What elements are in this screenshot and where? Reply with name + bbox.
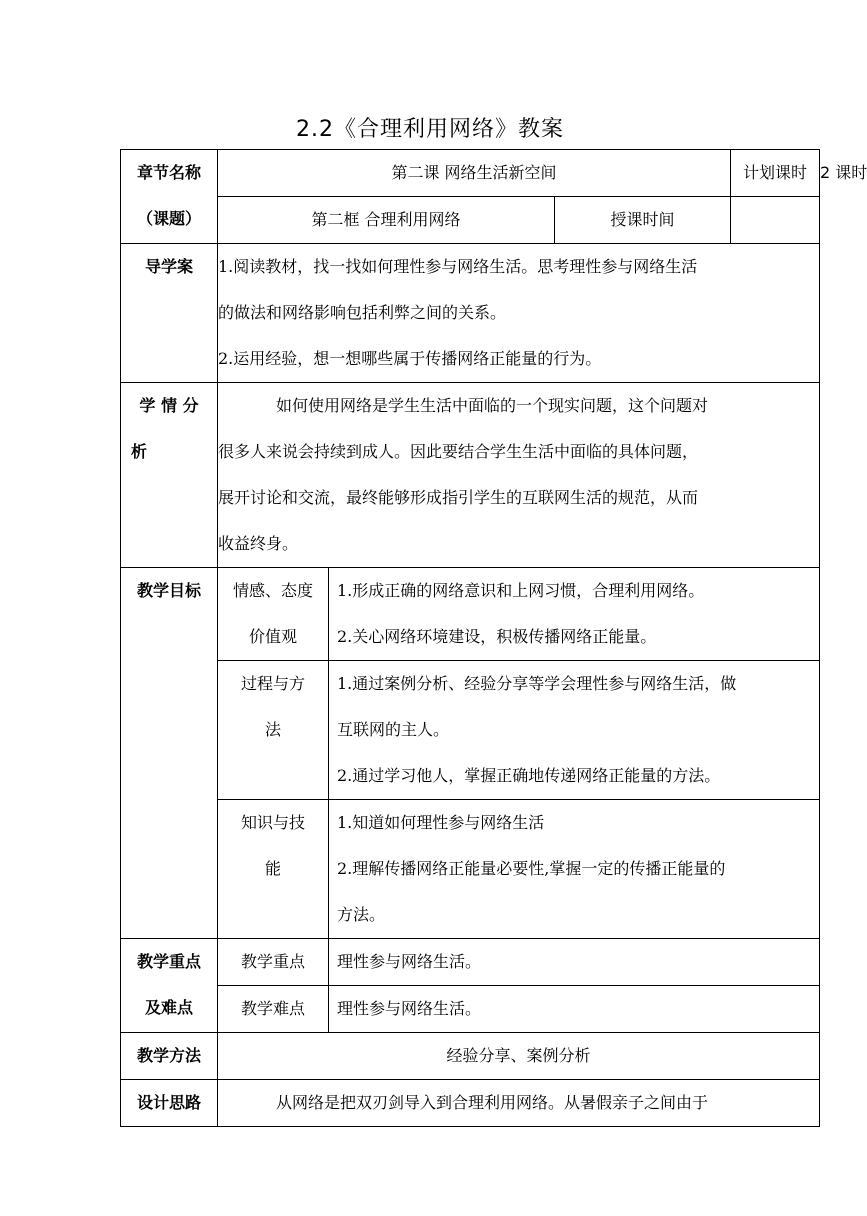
- method-value: 经验分享、案例分析: [446, 1046, 591, 1065]
- goals-emotion-row: [121, 568, 820, 661]
- teaching-time-label-cell: [555, 197, 731, 244]
- knowledge-label-line2: 能: [264, 859, 281, 878]
- teaching-time-value: [731, 197, 819, 243]
- process-line-2: 互联网的主人。: [337, 720, 450, 739]
- difficult-point-value: 理性参与网络生活。: [337, 999, 482, 1018]
- key-point-value: 理性参与网络生活。: [337, 952, 482, 971]
- design-row: [121, 1080, 820, 1127]
- method-label-cell: [121, 1033, 218, 1080]
- difficult-point-row: [121, 986, 820, 1033]
- method-value-cell: [218, 1033, 820, 1080]
- method-row: [121, 1033, 820, 1080]
- analysis-line-3: 展开讨论和交流，最终能够形成指引学生的互联网生活的规范，从而: [218, 488, 699, 507]
- key-point-row: [121, 939, 820, 986]
- lesson-plan-table: [120, 149, 867, 1127]
- knowledge-line-2: 2.理解传播网络正能量必要性,掌握一定的传播正能量的: [337, 859, 726, 878]
- guide-line-1: 1.阅读教材，找一找如何理性参与网络生活。思考理性参与网络生活: [218, 257, 698, 276]
- analysis-label-cell: [121, 383, 218, 568]
- key-point-label: 教学重点: [240, 952, 305, 971]
- header-row-lesson: 章节名称 （课题） 第二课 网络生活新空间 计划课时 2 课时: [121, 150, 820, 197]
- frame-name: 第二框 合理利用网络: [311, 210, 461, 229]
- key-point-label-cell: [218, 939, 329, 986]
- knowledge-line-1: 1.知道如何理性参与网络生活: [337, 813, 545, 832]
- guide-label-cell: [121, 244, 218, 383]
- design-label-cell: [121, 1080, 218, 1127]
- emotion-label-cell: [218, 568, 329, 661]
- knowledge-line-3: 方法。: [337, 905, 386, 924]
- guide-label: 导学案: [144, 257, 193, 276]
- analysis-line-4: 收益终身。: [218, 534, 299, 553]
- chapter-label-line1: 章节名称: [136, 163, 201, 182]
- emotion-line-1: 1.形成正确的网络意识和上网习惯，合理利用网络。: [337, 581, 705, 600]
- design-line-1: 从网络是把双刃剑导入到合理利用网络。从暑假亲子之间由于: [276, 1093, 709, 1112]
- analysis-label-line2: 析: [131, 442, 148, 461]
- teaching-time-value-cell: [731, 197, 820, 244]
- analysis-line-2: 很多人来说会持续到成人。因此要结合学生生活中面临的具体问题，: [218, 442, 699, 461]
- process-label-cell: [218, 661, 329, 800]
- chapter-label-line2: （课题）: [136, 209, 201, 228]
- analysis-content-cell: [218, 383, 820, 568]
- goals-label: 教学目标: [136, 581, 201, 600]
- process-label-line2: 法: [264, 720, 281, 739]
- process-content-cell: [329, 661, 820, 800]
- goals-label-cell: [121, 568, 218, 939]
- lesson-name: 第二课 网络生活新空间: [391, 163, 557, 182]
- difficult-point-label: 教学难点: [240, 999, 305, 1018]
- emotion-content-cell: [329, 568, 820, 661]
- key-points-label-line1: 教学重点: [136, 952, 201, 971]
- key-points-label-cell: [121, 939, 218, 1033]
- document-title: 2.2《合理利用网络》教案: [296, 117, 564, 142]
- teaching-time-label: 授课时间: [610, 210, 675, 229]
- knowledge-content-cell: [329, 800, 820, 939]
- emotion-label-line2: 价值观: [248, 627, 297, 646]
- frame-name-cell: [218, 197, 555, 244]
- emotion-line-2: 2.关心网络环境建设，积极传播网络正能量。: [337, 627, 657, 646]
- process-label-line1: 过程与方: [240, 674, 305, 693]
- guide-row: [121, 244, 820, 383]
- goals-knowledge-row: [121, 800, 820, 939]
- method-label: 教学方法: [136, 1046, 201, 1065]
- guide-content-cell: [218, 244, 820, 383]
- planned-hours-label: 计划课时: [743, 163, 808, 182]
- guide-line-2: 的做法和网络影响包括利弊之间的关系。: [218, 303, 507, 322]
- header-row-frame: [121, 197, 820, 244]
- analysis-label-line1: 学 情 分: [139, 396, 199, 415]
- lesson-name-cell: [218, 150, 731, 197]
- analysis-row: [121, 383, 820, 568]
- knowledge-label-cell: [218, 800, 329, 939]
- guide-line-3: 2.运用经验，想一想哪些属于传播网络正能量的行为。: [218, 349, 602, 368]
- knowledge-label-line1: 知识与技: [240, 813, 305, 832]
- difficult-point-label-cell: [218, 986, 329, 1033]
- goals-process-row: [121, 661, 820, 800]
- key-point-value-cell: [329, 939, 820, 986]
- planned-hours-label-cell: [731, 150, 820, 197]
- analysis-line-1: 如何使用网络是学生生活中面临的一个现实问题，这个问题对: [276, 396, 709, 415]
- process-line-3: 2.通过学习他人，掌握正确地传递网络正能量的方法。: [337, 766, 721, 785]
- difficult-point-value-cell: [329, 986, 820, 1033]
- key-points-label-line2: 及难点: [144, 998, 193, 1017]
- process-line-1: 1.通过案例分析、经验分享等学会理性参与网络生活，做: [337, 674, 737, 693]
- emotion-label-line1: 情感、态度: [232, 581, 313, 600]
- design-content-cell: [218, 1080, 820, 1127]
- design-label: 设计思路: [136, 1093, 201, 1112]
- chapter-label-cell: [121, 150, 218, 244]
